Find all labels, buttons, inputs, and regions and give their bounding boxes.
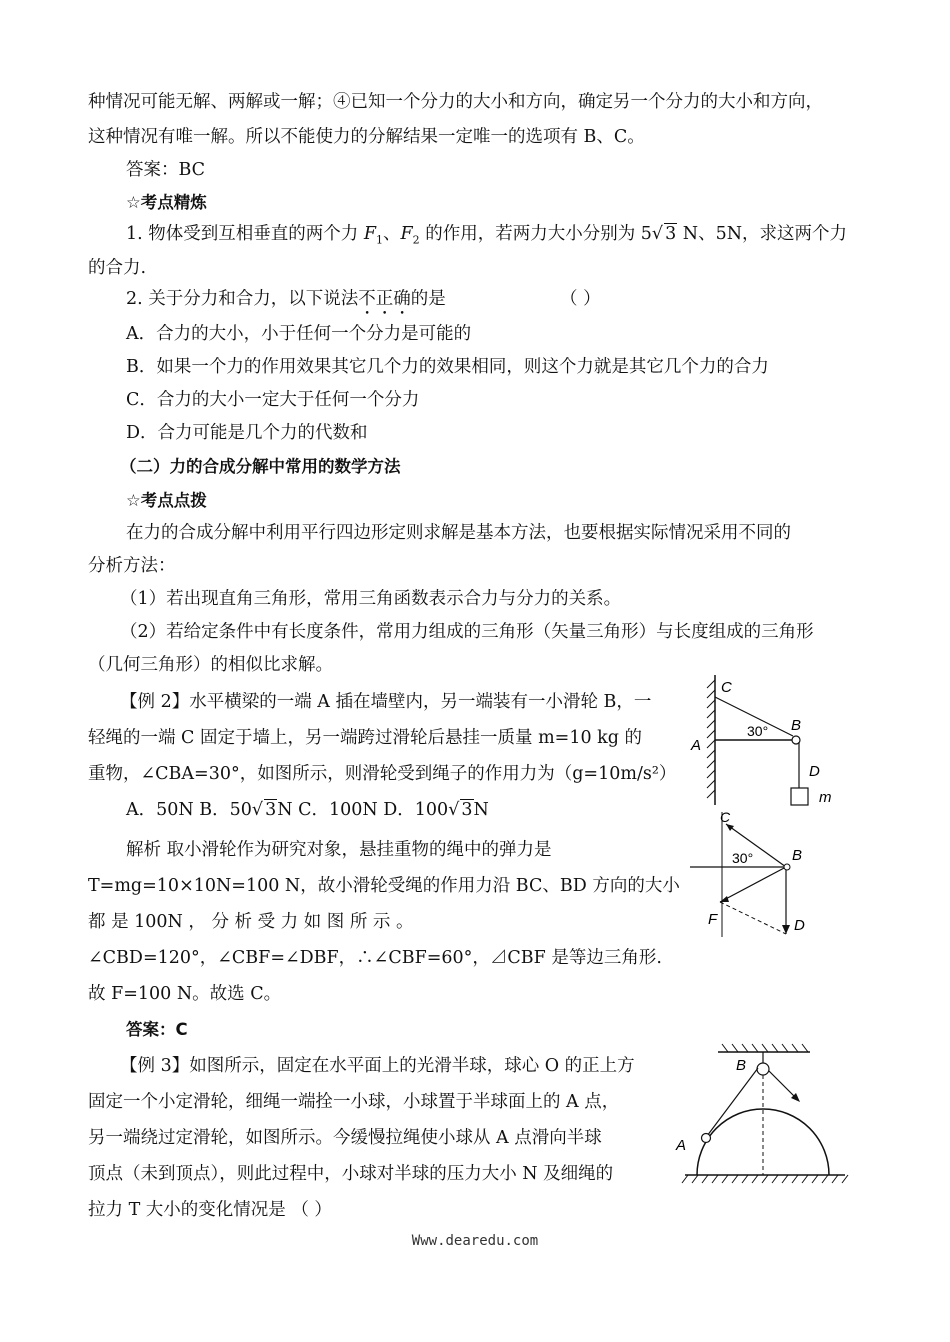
example-2-line-2: 轻绳的一端 C 固定于墙上，另一端跨过滑轮后悬挂一质量 m=10 kg 的: [88, 728, 643, 748]
tips-line-4: （2）若给定条件中有长度条件，常用力组成的三角形（矢量三角形）与长度组成的三角形: [120, 622, 814, 642]
label-a: A: [691, 737, 702, 754]
sqrt-symbol: √ 3: [651, 224, 677, 244]
label-c: C: [721, 679, 732, 696]
label-b: B: [792, 847, 803, 864]
ex2-opts-c: N: [473, 800, 489, 820]
q1-text-b: 的作用，若两力大小分别为 5: [419, 224, 652, 244]
question-1-line-2: 的合力.: [88, 258, 147, 278]
label-b: B: [736, 1057, 747, 1074]
sqrt-symbol: √ 3: [251, 800, 277, 820]
example-3-line-5: 拉力 T 大小的变化情况是 （ ）: [88, 1200, 332, 1220]
tips-line-2: 分析方法：: [88, 556, 176, 576]
footer-url: Www.dearedu.com: [411, 1233, 539, 1249]
q2-emphasis: 不正确: [358, 289, 411, 309]
q2-option-c: C．合力的大小一定大于任何一个分力: [126, 390, 420, 410]
q2-text-a: 2. 关于分力和合力，以下说法: [126, 289, 359, 309]
label-a: A: [676, 1137, 687, 1154]
solution-line-2: T=mg=10×10N=100 N，故小滑轮受绳的作用力沿 BC、BD 方向的大小: [88, 876, 680, 896]
q2-option-b: B．如果一个力的作用效果其它几个力的效果相同，则这个力就是其它几个力的合力: [126, 357, 769, 377]
ex2-sqrt-1: 3: [265, 800, 277, 820]
solution-line-4: ∠CBD=120°，∠CBF=∠DBF，∴∠CBF=60°，⊿CBF 是等边三角形.: [88, 948, 662, 968]
question-1-line-1: [126, 222, 847, 253]
q2-answer-paren: （ ）: [560, 289, 601, 309]
example-3-line-1: 【例 3】如图所示，固定在水平面上的光滑半球，球心 O 的正上方: [120, 1056, 635, 1076]
q1-f1: F: [363, 224, 376, 244]
solution-line-5: 故 F=100 N。故选 C。: [88, 984, 282, 1004]
label-c: C: [720, 812, 731, 825]
sqrt-symbol: √ 3: [448, 800, 473, 820]
answer-2: 答案：C: [126, 1020, 188, 1039]
label-d: D: [809, 763, 820, 780]
q2-text-b: 的是: [410, 289, 446, 309]
angle-label: 30°: [747, 723, 769, 739]
tips-line-3: （1）若出现直角三角形，常用三角函数表示合力与分力的关系。: [120, 589, 622, 609]
ex2-sqrt-2: 3: [461, 800, 473, 820]
q1-text-a: 1. 物体受到互相垂直的两个力: [126, 224, 364, 244]
tips-line-1: 在力的合成分解中利用平行四边形定则求解是基本方法，也要根据实际情况采用不同的: [126, 523, 791, 543]
heading-practice: ☆考点精炼: [126, 193, 207, 212]
label-d: D: [794, 917, 805, 934]
q1-f2: F: [400, 224, 413, 244]
solution-line-1: 解析 取小滑轮作为研究对象，悬挂重物的绳中的弹力是: [126, 840, 552, 860]
q1-f1-sub: 1: [375, 233, 383, 247]
text-line-1: 种情况可能无解、两解或一解；④已知一个分力的大小和方向，确定另一个分力的大小和方向，: [88, 92, 823, 112]
example-3-line-4: 顶点（未到顶点），则此过程中，小球对半球的压力大小 N 及细绳的: [88, 1164, 614, 1184]
example-3-line-3: 另一端绕过定滑轮，如图所示。今缓慢拉绳使小球从 A 点滑向半球: [88, 1128, 602, 1148]
angle-label: 30°: [732, 850, 754, 866]
example-2-options: [126, 798, 489, 822]
ex2-opts-b: N C．100N D．100: [277, 800, 449, 820]
example-2-line-1: 【例 2】水平横梁的一端 A 插在墙壁内，另一端装有一小滑轮 B，一: [120, 692, 652, 712]
solution-line-3: 都 是 100N ， 分 析 受 力 如 图 所 示 。: [88, 912, 414, 932]
q1-sep: 、: [382, 224, 401, 244]
q1-f2-sub: 2: [412, 233, 420, 247]
q1-text-c: N、5N，求这两个力: [677, 224, 848, 244]
q2-option-d: D．合力可能是几个力的代数和: [126, 423, 368, 443]
ex2-opts-a: A．50N B．50: [126, 800, 252, 820]
label-b: B: [791, 717, 802, 734]
question-2: [126, 287, 446, 319]
label-m: m: [819, 789, 832, 806]
example-3-line-2: 固定一个小定滑轮，细绳一端拴一小球，小球置于半球面上的 A 点，: [88, 1092, 620, 1112]
heading-tips: ☆考点点拨: [126, 491, 207, 510]
text-line-2: 这种情况有唯一解。所以不能使力的分解结果一定唯一的选项有 B、C。: [88, 127, 645, 147]
label-f: F: [708, 911, 718, 928]
q2-option-a: A．合力的大小，小于任何一个分力是可能的: [126, 324, 472, 344]
example-2-line-3: 重物，∠CBA=30°，如图所示，则滑轮受到绳子的作用力为（g=10m/s²）: [88, 764, 677, 784]
figure-force-analysis: [690, 812, 870, 942]
answer-1: 答案：BC: [126, 160, 206, 180]
figure-beam-pulley: [685, 670, 865, 810]
section-heading-2: （二）力的合成分解中常用的数学方法: [120, 457, 401, 476]
figure-hemisphere: [670, 1040, 860, 1190]
tips-line-5: （几何三角形）的相似比求解。: [88, 655, 333, 675]
q1-sqrt-radicand: 3: [665, 224, 677, 244]
